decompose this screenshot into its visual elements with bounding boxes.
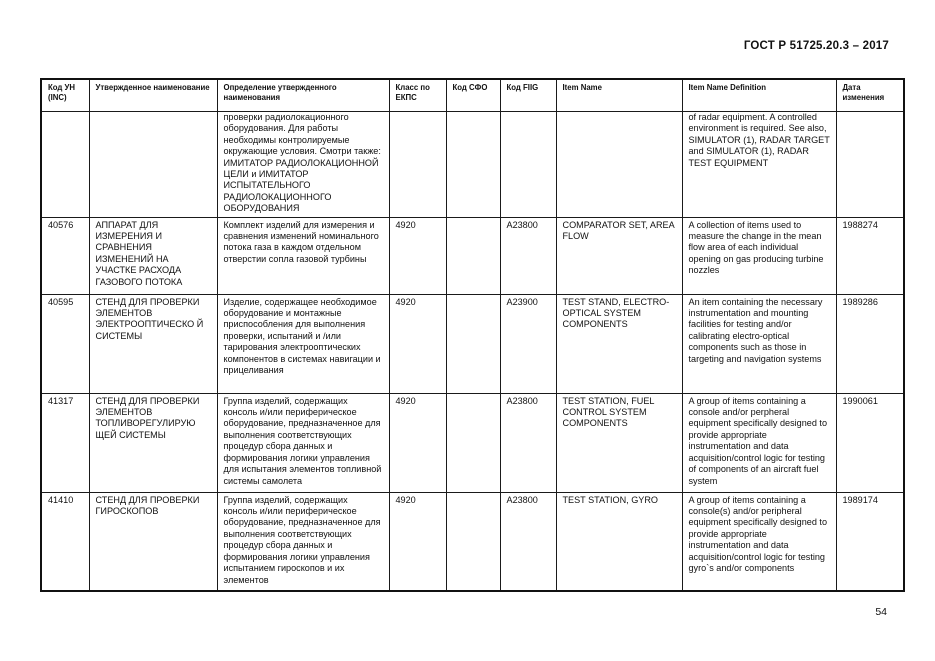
cell-inc: [41, 112, 89, 218]
cell-sfo: [446, 393, 500, 492]
cell-item-definition: of radar equipment. A controlled environment is required. See also, SIMULATOR (1), RADAR TARGET and SIMULATOR (1), RADAR TEST EQUIPMENT: [682, 112, 836, 218]
cell-item-name: [556, 112, 682, 218]
col-header-class: Класс по ЕКПС: [389, 79, 446, 112]
cell-date: 1989286: [836, 294, 904, 393]
cell-definition: Группа изделий, содержащих консоль и/или периферическое оборудование, предназначенное для выполнения соответствующих процедур сбора данных и формирования логики управления для испытания элементов топливной системы самолета: [217, 393, 389, 492]
cell-class: [389, 112, 446, 218]
cell-inc: 41410: [41, 492, 89, 591]
cell-approved-name: СТЕНД ДЛЯ ПРОВЕРКИ ГИРОСКОПОВ: [89, 492, 217, 591]
col-header-inc: Код УН (INC): [41, 79, 89, 112]
col-header-sfo: Код СФО: [446, 79, 500, 112]
cell-item-name: TEST STATION, FUEL CONTROL SYSTEM COMPONENTS: [556, 393, 682, 492]
cell-fiig: A23800: [500, 217, 556, 294]
cell-item-name: TEST STAND, ELECTRO-OPTICAL SYSTEM COMPONENTS: [556, 294, 682, 393]
cell-definition: Комплект изделий для измерения и сравнения изменений номинального потока газа в каждом отдельном отверстии сопла газовой турбины: [217, 217, 389, 294]
cell-item-definition: An item containing the necessary instrumentation and mounting facilities for testing and/or calibrating electro-optical components such as those in targeting and navigation systems: [682, 294, 836, 393]
cell-date: 1989174: [836, 492, 904, 591]
cell-sfo: [446, 217, 500, 294]
page-number: 54: [875, 606, 887, 618]
cell-item-name: TEST STATION, GYRO: [556, 492, 682, 591]
cell-item-definition: A group of items containing a console and/or perpheral equipment specifically designed to provide appropriate instrumentation and data acquisition/control logic for testing of components of an aircraft fuel system: [682, 393, 836, 492]
cell-date: 1988274: [836, 217, 904, 294]
table-row: [41, 217, 904, 294]
cell-fiig: A23800: [500, 492, 556, 591]
col-header-item-name: Item Name: [556, 79, 682, 112]
col-header-fiig: Код FIIG: [500, 79, 556, 112]
cell-approved-name: СТЕНД ДЛЯ ПРОВЕРКИ ЭЛЕМЕНТОВ ЭЛЕКТРООПТИЧЕСКО Й СИСТЕМЫ: [89, 294, 217, 393]
table-header-row: [41, 79, 904, 112]
cell-class: 4920: [389, 393, 446, 492]
cell-date: 1990061: [836, 393, 904, 492]
cell-definition: Группа изделий, содержащих консоль и/или периферическое оборудование, предназначенное для выполнения соответствующих процедур сбора данных и формирования логики управления испытанием гироскопов и их элементов: [217, 492, 389, 591]
table-row: [41, 294, 904, 393]
table-row: [41, 492, 904, 591]
cell-approved-name: СТЕНД ДЛЯ ПРОВЕРКИ ЭЛЕМЕНТОВ ТОПЛИВОРЕГУЛИРУЮ ЩЕЙ СИСТЕМЫ: [89, 393, 217, 492]
cell-fiig: [500, 112, 556, 218]
cell-sfo: [446, 492, 500, 591]
cell-fiig: A23900: [500, 294, 556, 393]
cell-class: 4920: [389, 294, 446, 393]
table-row: [41, 393, 904, 492]
cell-inc: 41317: [41, 393, 89, 492]
col-header-approved-name: Утвержденное наименование: [89, 79, 217, 112]
classification-table: [40, 78, 905, 592]
cell-inc: 40576: [41, 217, 89, 294]
cell-sfo: [446, 294, 500, 393]
cell-approved-name: [89, 112, 217, 218]
cell-sfo: [446, 112, 500, 218]
cell-inc: 40595: [41, 294, 89, 393]
col-header-date: Дата изменения: [836, 79, 904, 112]
cell-date: [836, 112, 904, 218]
cell-approved-name: АППАРАТ ДЛЯ ИЗМЕРЕНИЯ И СРАВНЕНИЯ ИЗМЕНЕНИЙ НА УЧАСТКЕ РАСХОДА ГАЗОВОГО ПОТОКА: [89, 217, 217, 294]
document-code: ГОСТ Р 51725.20.3 – 2017: [743, 40, 889, 52]
cell-class: 4920: [389, 217, 446, 294]
col-header-definition: Определение утвержденного наименования: [217, 79, 389, 112]
cell-fiig: A23800: [500, 393, 556, 492]
cell-item-definition: A collection of items used to measure the change in the mean flow area of each individual opening on gas producing turbine nozzles: [682, 217, 836, 294]
cell-definition: Изделие, содержащее необходимое оборудование и монтажные приспособления для выполнения проверки, испытаний и /или тарирования электрооптических компонентов в системах навигации и прицеливания: [217, 294, 389, 393]
cell-item-name: COMPARATOR SET, AREA FLOW: [556, 217, 682, 294]
col-header-item-definition: Item Name Definition: [682, 79, 836, 112]
cell-definition: проверки радиолокационного оборудования. Для работы необходимы контролируемые окружающие условия. Смотри также: ИМИТАТОР РАДИОЛОКАЦИОННОЙ ЦЕЛИ и ИМИТАТОР ИСПЫТАТЕЛЬНОГО РАДИОЛОКАЦИОННОГО ОБОРУДОВАНИЯ: [217, 112, 389, 218]
cell-item-definition: A group of items containing a console(s) and/or peripheral equipment specifically designed to provide appropriate instrumentation and data acquisition/control logic for testing gyro`s and/or components: [682, 492, 836, 591]
cell-class: 4920: [389, 492, 446, 591]
table-row: [41, 112, 904, 218]
